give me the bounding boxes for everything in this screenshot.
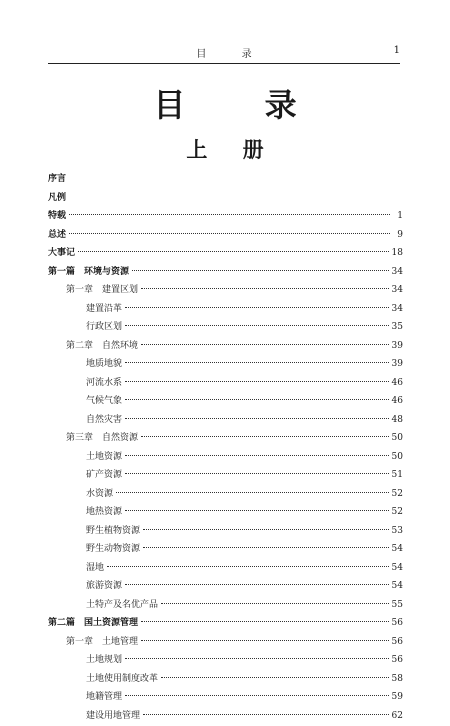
toc-entry[interactable] [48,227,403,246]
volume-title: 上 册 [0,134,450,164]
toc-dot-leader [141,621,389,622]
toc-entry-page: 50 [392,430,403,446]
toc-entry-page: 56 [392,634,403,650]
toc-entry-label: 地质地貌 [86,356,122,372]
toc-entry-label: 水资源 [86,486,113,502]
toc-entry[interactable] [48,652,403,671]
toc-entry-page: 54 [392,578,403,594]
toc-entry-label: 总述 [48,227,66,243]
toc-dot-leader [141,436,389,437]
toc-entry-page: 39 [392,338,403,354]
toc-dot-leader [107,566,389,567]
toc-entry[interactable] [48,412,403,431]
toc-dot-leader [143,529,389,530]
toc-dot-leader [141,288,389,289]
toc-dot-leader [125,399,389,400]
toc-dot-leader [125,307,389,308]
toc-entry-label: 湿地 [86,560,104,576]
toc-entry-label: 矿产资源 [86,467,122,483]
toc-entry[interactable] [48,486,403,505]
toc-entry-label: 建置沿革 [86,301,122,317]
toc-entry-page: 55 [392,597,403,613]
toc-entry-label: 凡例 [48,190,66,206]
toc-entry-label: 土地使用制度改革 [86,671,158,687]
toc-entry-page: 48 [392,412,403,428]
toc-entry-label: 序言 [48,171,66,187]
toc-entry[interactable] [48,467,403,486]
toc-entry-label: 野生植物资源 [86,523,140,539]
toc-dot-leader [143,547,389,548]
toc-dot-leader [141,344,389,345]
toc-entry-label: 土地资源 [86,449,122,465]
toc-entry-page: 34 [392,264,403,280]
toc-entry-page: 46 [392,393,403,409]
toc-entry-page: 59 [392,689,403,705]
toc-entry-label: 河流水系 [86,375,122,391]
toc-entry-label: 第一章 建置区划 [66,282,138,298]
toc-dot-leader [125,325,389,326]
toc-entry[interactable] [48,319,403,338]
toc-entry[interactable] [48,597,403,616]
toc-entry-label: 野生动物资源 [86,541,140,557]
toc-entry-page: 58 [392,671,403,687]
toc-entry[interactable] [48,541,403,560]
toc-entry[interactable] [48,301,403,320]
toc-entry-label: 地籍管理 [86,689,122,705]
page-number: 1 [394,45,400,56]
toc-entry[interactable] [48,208,403,227]
running-header [48,44,400,60]
toc-dot-leader [125,362,389,363]
toc-entry[interactable] [48,671,403,690]
toc-entry-label: 第二章 自然环境 [66,338,138,354]
toc-entry[interactable] [48,430,403,449]
toc-entry-page: 54 [392,541,403,557]
toc-entry[interactable] [48,449,403,468]
toc-entry-page: 18 [392,245,403,261]
toc-dot-leader [69,214,390,215]
toc-entry-label: 第一章 土地管理 [66,634,138,650]
toc-entry[interactable] [48,190,403,209]
toc-entry-page: 35 [392,319,403,335]
toc-entry-label: 地热资源 [86,504,122,520]
toc-dot-leader [116,492,389,493]
toc-dot-leader [125,381,389,382]
table-of-contents [48,171,403,726]
toc-entry-page: 56 [392,615,403,631]
toc-entry-label: 第一篇 环境与资源 [48,264,129,280]
toc-entry[interactable] [48,504,403,523]
toc-entry-page: 39 [392,356,403,372]
toc-entry-page: 34 [392,301,403,317]
toc-dot-leader [125,418,389,419]
toc-dot-leader [125,658,389,659]
toc-entry[interactable] [48,689,403,708]
toc-dot-leader [141,640,389,641]
toc-entry-page: 9 [393,227,403,243]
toc-entry-label: 建设用地管理 [86,708,140,724]
toc-dot-leader [69,233,390,234]
toc-entry-label: 第二篇 国土资源管理 [48,615,138,631]
toc-entry-page: 1 [393,208,403,224]
toc-entry-page: 53 [392,523,403,539]
toc-entry[interactable] [48,708,403,726]
toc-entry-label: 气候气象 [86,393,122,409]
toc-entry-label: 旅游资源 [86,578,122,594]
toc-entry-label: 第三章 自然资源 [66,430,138,446]
toc-entry[interactable] [48,578,403,597]
toc-entry[interactable] [48,393,403,412]
toc-entry-label: 大事记 [48,245,75,261]
toc-entry-page: 46 [392,375,403,391]
toc-entry-page: 54 [392,560,403,576]
toc-entry-page: 52 [392,486,403,502]
toc-entry[interactable] [48,560,403,579]
toc-entry[interactable] [48,634,403,653]
toc-entry-page: 34 [392,282,403,298]
toc-dot-leader [78,251,389,252]
toc-entry-page: 62 [392,708,403,724]
page-title: 目 录 [0,80,450,126]
toc-entry-label: 土地规划 [86,652,122,668]
toc-dot-leader [143,714,389,715]
toc-dot-leader [125,510,389,511]
running-header-title: 目 录 [48,45,400,60]
toc-entry[interactable] [48,356,403,375]
toc-entry[interactable] [48,375,403,394]
toc-entry[interactable] [48,615,403,634]
toc-entry[interactable] [48,523,403,542]
toc-entry[interactable] [48,245,403,264]
toc-entry-label: 土特产及名优产品 [86,597,158,613]
toc-dot-leader [125,584,389,585]
toc-entry-page: 50 [392,449,403,465]
toc-entry[interactable] [48,282,403,301]
toc-dot-leader [125,695,389,696]
toc-entry-page: 52 [392,504,403,520]
toc-entry-page: 51 [392,467,403,483]
toc-entry[interactable] [48,338,403,357]
toc-dot-leader [125,455,389,456]
toc-dot-leader [161,677,389,678]
toc-entry-page: 56 [392,652,403,668]
toc-entry-label: 特载 [48,208,66,224]
toc-dot-leader [132,270,389,271]
toc-entry[interactable] [48,264,403,283]
toc-dot-leader [125,473,389,474]
toc-dot-leader [161,603,389,604]
toc-entry-label: 自然灾害 [86,412,122,428]
toc-entry[interactable] [48,171,403,190]
header-rule [48,63,400,64]
toc-entry-label: 行政区划 [86,319,122,335]
